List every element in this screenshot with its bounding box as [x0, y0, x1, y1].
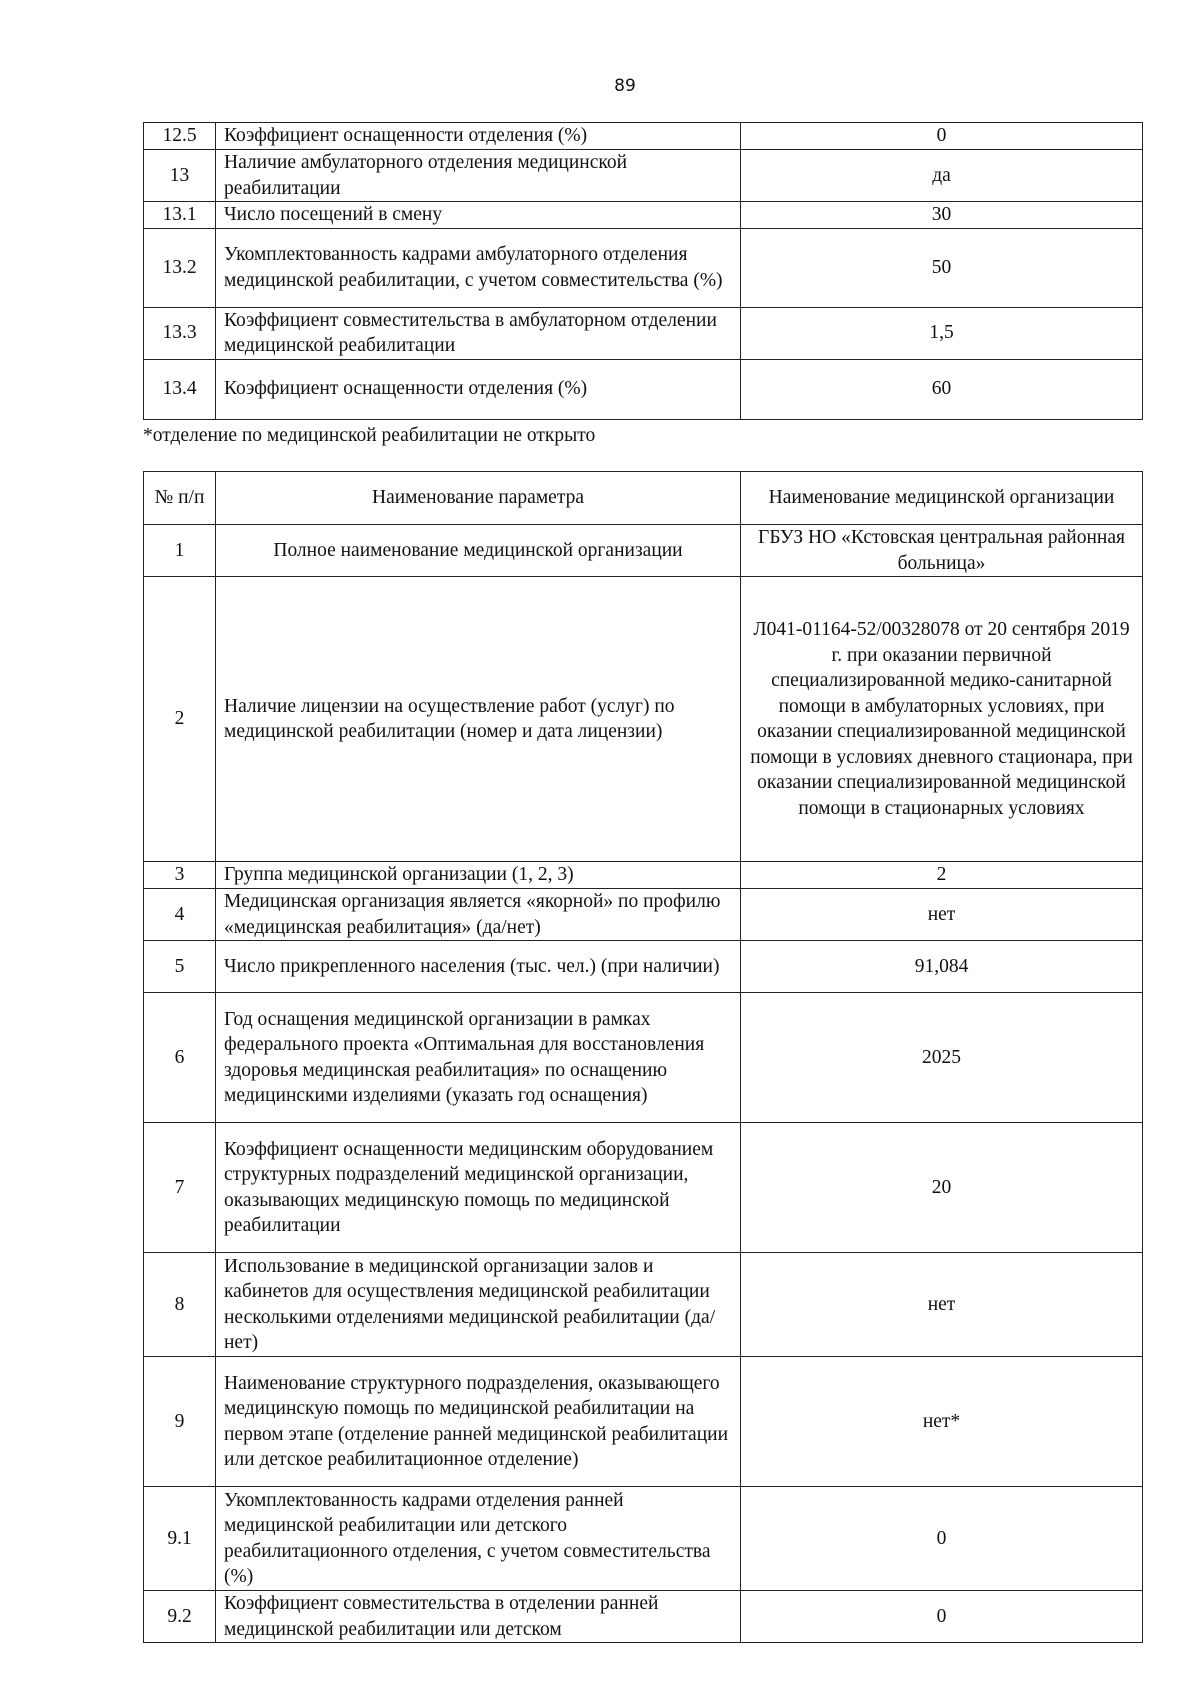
row-number: 9: [144, 1357, 216, 1487]
row-parameter: Число прикрепленного населения (тыс. чел.) (при наличии): [216, 941, 741, 993]
table-row: [144, 1487, 1143, 1591]
table-row: [144, 889, 1143, 941]
page-number: 89: [614, 76, 636, 96]
row-parameter: Год оснащения медицинской организации в рамках федерального проекта «Оптимальная для восстановления здоровья медицинская реабилитация» по оснащению медицинскими изделиями (указать год оснащения): [216, 993, 741, 1123]
row-number: 8: [144, 1253, 216, 1357]
row-number: 6: [144, 993, 216, 1123]
table-row: [144, 941, 1143, 993]
row-number: 1: [144, 525, 216, 577]
row-value: 50: [741, 228, 1143, 307]
row-value: нет: [741, 889, 1143, 941]
row-value: Л041-01164-52/00328078 от 20 сентября 2019 г. при оказании первичной специализированной медико-санитарной помощи в амбулаторных условиях, при оказании специализированной медицинской помощи в условиях дневного стационара, при оказании специализированной медицинской помощи в стационарных условиях: [741, 577, 1143, 862]
row-value: 0: [741, 1591, 1143, 1643]
row-parameter: Группа медицинской организации (1, 2, 3): [216, 862, 741, 889]
row-parameter: Коэффициент оснащенности медицинским оборудованием структурных подразделений медицинской организации, оказывающих медицинскую помощь по медицинской реабилитации: [216, 1123, 741, 1253]
row-value: 1,5: [741, 307, 1143, 359]
row-parameter: Число посещений в смену: [216, 202, 741, 229]
row-number: 12.5: [144, 123, 216, 150]
table-row: [144, 1357, 1143, 1487]
row-number: 3: [144, 862, 216, 889]
parameters-table-continued: [143, 122, 1143, 420]
row-value: ГБУЗ НО «Кстовская центральная районная больница»: [741, 525, 1143, 577]
row-number: 13: [144, 150, 216, 202]
row-number: 9.1: [144, 1487, 216, 1591]
row-value: 30: [741, 202, 1143, 229]
row-parameter: Коэффициент совместительства в амбулаторном отделении медицинской реабилитации: [216, 307, 741, 359]
row-value: 0: [741, 1487, 1143, 1591]
row-value: да: [741, 150, 1143, 202]
table-row: [144, 525, 1143, 577]
row-parameter: Коэффициент оснащенности отделения (%): [216, 123, 741, 150]
table-row: [144, 993, 1143, 1123]
table-row: [144, 577, 1143, 862]
row-parameter: Коэффициент совместительства в отделении ранней медицинской реабилитации или детском: [216, 1591, 741, 1643]
row-parameter: Коэффициент оснащенности отделения (%): [216, 359, 741, 419]
row-value: 2025: [741, 993, 1143, 1123]
row-number: 9.2: [144, 1591, 216, 1643]
row-value: 20: [741, 1123, 1143, 1253]
table-row: [144, 862, 1143, 889]
row-number: 13.3: [144, 307, 216, 359]
column-header-number: № п/п: [144, 472, 216, 525]
row-parameter: Полное наименование медицинской организации: [216, 525, 741, 577]
row-parameter: Наличие амбулаторного отделения медицинской реабилитации: [216, 150, 741, 202]
column-header-parameter: Наименование параметра: [216, 472, 741, 525]
table-row: [144, 1123, 1143, 1253]
row-value: 2: [741, 862, 1143, 889]
rehabilitation-parameters-table: [143, 471, 1143, 1643]
table-row: [144, 359, 1143, 419]
row-parameter: Укомплектованность кадрами амбулаторного отделения медицинской реабилитации, с учетом совместительства (%): [216, 228, 741, 307]
row-parameter: Наличие лицензии на осуществление работ (услуг) по медицинской реабилитации (номер и дата лицензии): [216, 577, 741, 862]
row-parameter: Наименование структурного подразделения, оказывающего медицинскую помощь по медицинской реабилитации на первом этапе (отделение ранней медицинской реабилитации или детское реабилитационное отделение): [216, 1357, 741, 1487]
table-header-row: [144, 472, 1143, 525]
row-value: 60: [741, 359, 1143, 419]
row-number: 5: [144, 941, 216, 993]
row-parameter: Медицинская организация является «якорной» по профилю «медицинская реабилитация» (да/нет): [216, 889, 741, 941]
row-parameter: Использование в медицинской организации залов и кабинетов для осуществления медицинской реабилитации несколькими отделениями медицинской реабилитации (да/нет): [216, 1253, 741, 1357]
row-number: 13.1: [144, 202, 216, 229]
row-value: нет: [741, 1253, 1143, 1357]
table-row: [144, 150, 1143, 202]
row-value: 91,084: [741, 941, 1143, 993]
table-row: [144, 202, 1143, 229]
table-row: [144, 1591, 1143, 1643]
table-row: [144, 1253, 1143, 1357]
row-value: нет*: [741, 1357, 1143, 1487]
row-number: 13.2: [144, 228, 216, 307]
row-number: 4: [144, 889, 216, 941]
row-number: 2: [144, 577, 216, 862]
footnote: *отделение по медицинской реабилитации не открыто: [143, 425, 596, 446]
row-value: 0: [741, 123, 1143, 150]
row-number: 13.4: [144, 359, 216, 419]
column-header-organization: Наименование медицинской организации: [741, 472, 1143, 525]
table-row: [144, 228, 1143, 307]
table-row: [144, 123, 1143, 150]
table-row: [144, 307, 1143, 359]
row-parameter: Укомплектованность кадрами отделения ранней медицинской реабилитации или детского реабилитационного отделения, с учетом совместительства (%): [216, 1487, 741, 1591]
row-number: 7: [144, 1123, 216, 1253]
